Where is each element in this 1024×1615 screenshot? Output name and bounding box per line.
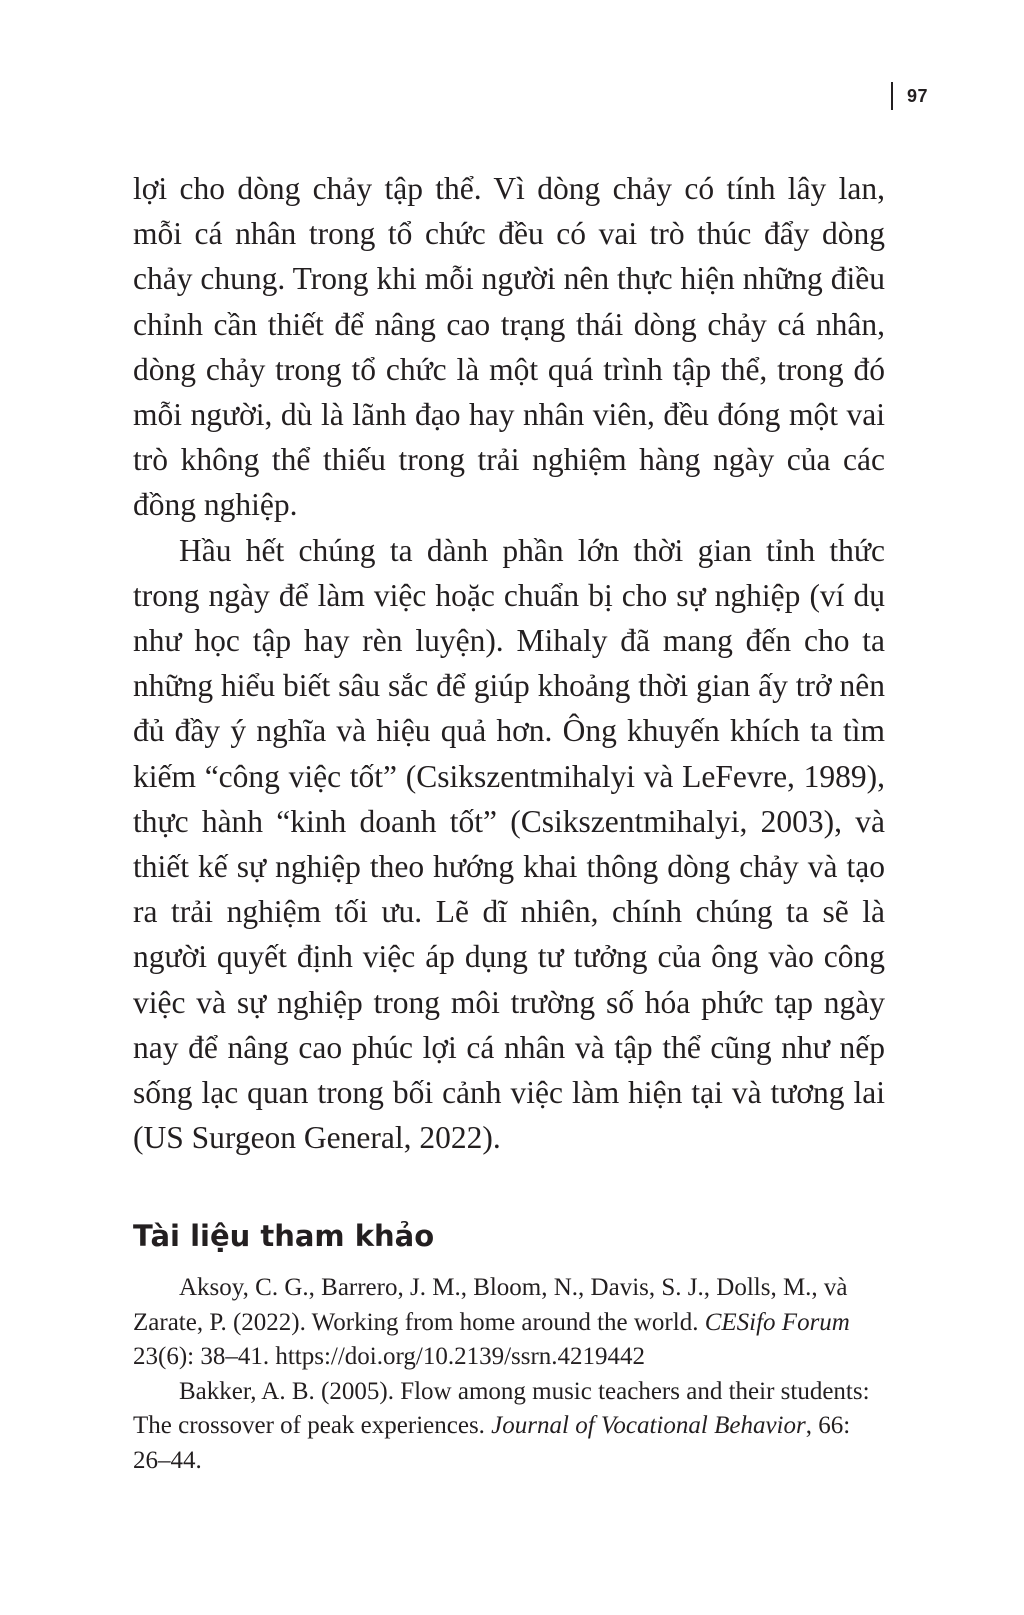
reference-text: Aksoy, C. G., Barrero, J. M., Bloom, N., Davis, S. J., Dolls, M., và Zarate, P. (2022). Working from home around the world. — [133, 1274, 848, 1336]
reference-journal: CESifo Forum — [704, 1308, 850, 1336]
body-paragraph: lợi cho dòng chảy tập thể. Vì dòng chảy có tính lây lan, mỗi cá nhân trong tổ chức đều có vai trò thúc đẩy dòng chảy chung. Trong khi mỗi người nên thực hiện những điều chỉnh cần thiết để nâng cao trạng thái dòng chảy cá nhân, dòng chảy trong tổ chức là một quá trình tập thể, trong đó mỗi người, dù là lãnh đạo hay nhân viên, đều đóng một vai trò không thể thiếu trong trải nghiệm hàng ngày của các đồng nghiệp. — [133, 171, 885, 523]
reference-text: , 66: 26–44. — [133, 1412, 851, 1474]
body-text — [133, 166, 885, 1160]
references-list — [133, 1271, 873, 1478]
reference-entry — [133, 1375, 873, 1479]
reference-text: 23(6): 38–41. https://doi.org/10.2139/ssrn.4219442 — [133, 1343, 646, 1370]
header-divider — [891, 82, 893, 110]
reference-journal: Journal of Vocational Behavior — [491, 1412, 806, 1439]
references-heading: Tài liệu tham khảo — [133, 1219, 435, 1253]
page-header — [891, 82, 928, 110]
body-paragraph: Hầu hết chúng ta dành phần lớn thời gian tỉnh thức trong ngày để làm việc hoặc chuẩn bị cho sự nghiệp (ví dụ như học tập hay rèn luyện). Mihaly đã mang đến cho ta những hiểu biết sâu sắc để giúp khoảng thời gian ấy trở nên đủ đầy ý nghĩa và hiệu quả hơn. Ông khuyến khích ta tìm kiếm “công việc tốt” (Csikszentmihalyi và LeFevre, 1989), thực hành “kinh doanh tốt” (Csikszentmihalyi, 2003), và thiết kế sự nghiệp theo hướng khai thông dòng chảy và tạo ra trải nghiệm tối ưu. Lẽ dĩ nhiên, chính chúng ta sẽ là người quyết định việc áp dụng tư tưởng của ông vào công việc và sự nghiệp trong môi trường số hóa phức tạp ngày nay để nâng cao phúc lợi cá nhân và tập thể cũng như nếp sống lạc quan trong bối cảnh việc làm hiện tại và tương lai (US Surgeon General, 2022). — [133, 532, 885, 1156]
reference-text: Bakker, A. B. (2005). Flow among music teachers and their students: The crossover of peak experiences. — [133, 1377, 870, 1439]
reference-entry — [133, 1271, 873, 1375]
page-number: 97 — [906, 85, 928, 106]
